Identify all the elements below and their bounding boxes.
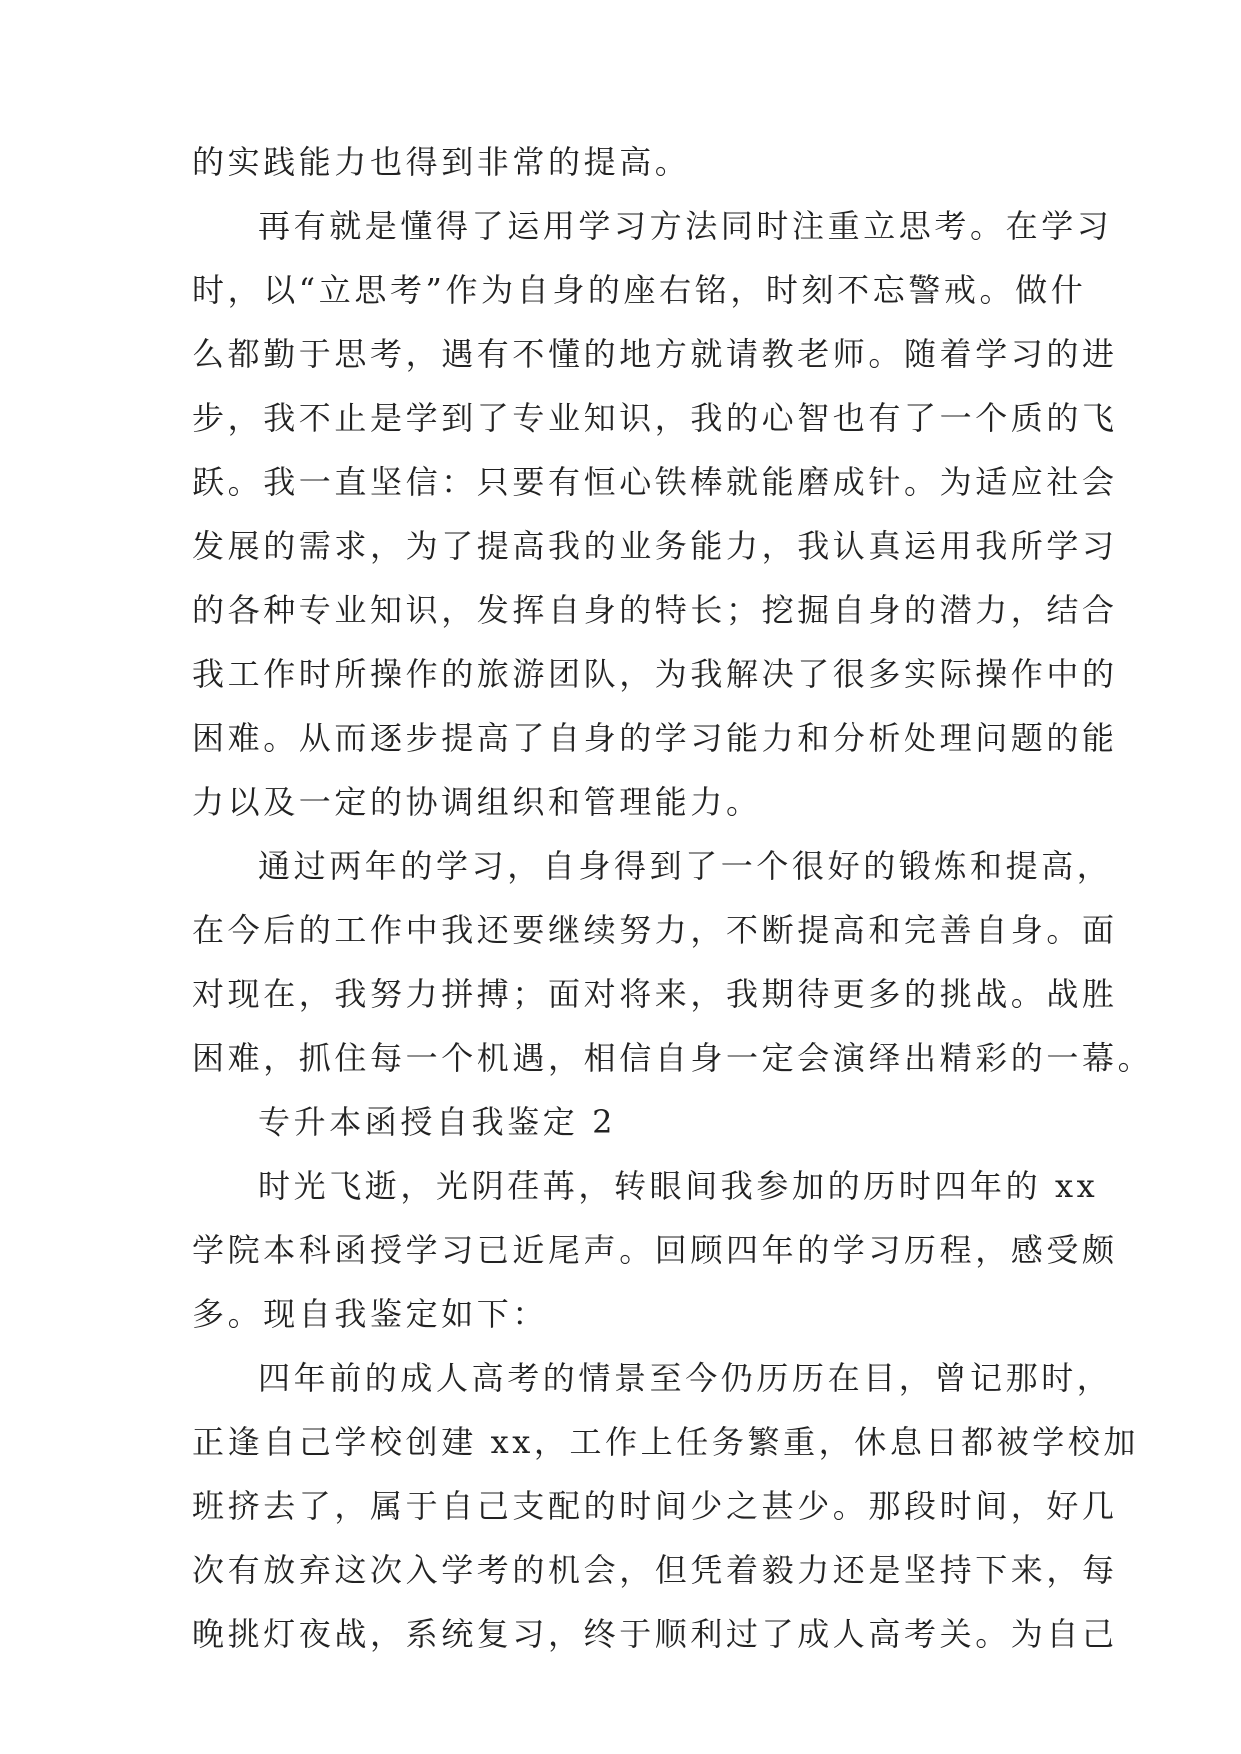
text-line: 时，以“立思考”作为自身的座右铭，时刻不忘警戒。做什 (192, 271, 1087, 309)
text-line: 班挤去了，属于自己支配的时间少之甚少。那段时间，好几 (192, 1487, 1118, 1525)
text-line: 学院本科函授学习已近尾声。回顾四年的学习历程，感受颇 (192, 1231, 1118, 1269)
text-line: 的实践能力也得到非常的提高。 (192, 143, 691, 181)
text-line: 困难，抓住每一个机遇，相信自身一定会演绎出精彩的一幕。 (192, 1039, 1154, 1077)
text-line: 发展的需求，为了提高我的业务能力，我认真运用我所学习 (192, 527, 1118, 565)
paragraph-first-line: 时光飞逝，光阴荏苒，转眼间我参加的历时四年的 xx (258, 1167, 1099, 1205)
text-line: 次有放弃这次入学考的机会，但凭着毅力还是坚持下来，每 (192, 1551, 1118, 1589)
text-line: 在今后的工作中我还要继续努力，不断提高和完善自身。面 (192, 911, 1118, 949)
text-line: 我工作时所操作的旅游团队，为我解决了很多实际操作中的 (192, 655, 1118, 693)
text-line: 步，我不止是学到了专业知识，我的心智也有了一个质的飞 (192, 399, 1118, 437)
paragraph-first-line: 通过两年的学习，自身得到了一个很好的锻炼和提高， (258, 847, 1113, 885)
paragraph-first-line: 再有就是懂得了运用学习方法同时注重立思考。在学习 (258, 207, 1113, 245)
section-heading: 专升本函授自我鉴定 2 (258, 1103, 617, 1141)
paragraph-first-line: 四年前的成人高考的情景至今仍历历在目，曾记那时， (258, 1359, 1113, 1397)
text-line: 困难。从而逐步提高了自身的学习能力和分析处理问题的能 (192, 719, 1118, 757)
text-line: 的各种专业知识，发挥自身的特长；挖掘自身的潜力，结合 (192, 591, 1118, 629)
text-line: 跃。我一直坚信：只要有恒心铁棒就能磨成针。为适应社会 (192, 463, 1118, 501)
text-line: 对现在，我努力拼搏；面对将来，我期待更多的挑战。战胜 (192, 975, 1118, 1013)
text-line: 晚挑灯夜战，系统复习，终于顺利过了成人高考关。为自己 (192, 1615, 1118, 1653)
text-line: 多。现自我鉴定如下： (192, 1295, 549, 1333)
text-line: 正逢自己学校创建 xx，工作上任务繁重，休息日都被学校加 (192, 1423, 1140, 1461)
text-line: 么都勤于思考，遇有不懂的地方就请教老师。随着学习的进 (192, 335, 1118, 373)
text-line: 力以及一定的协调组织和管理能力。 (192, 783, 762, 821)
